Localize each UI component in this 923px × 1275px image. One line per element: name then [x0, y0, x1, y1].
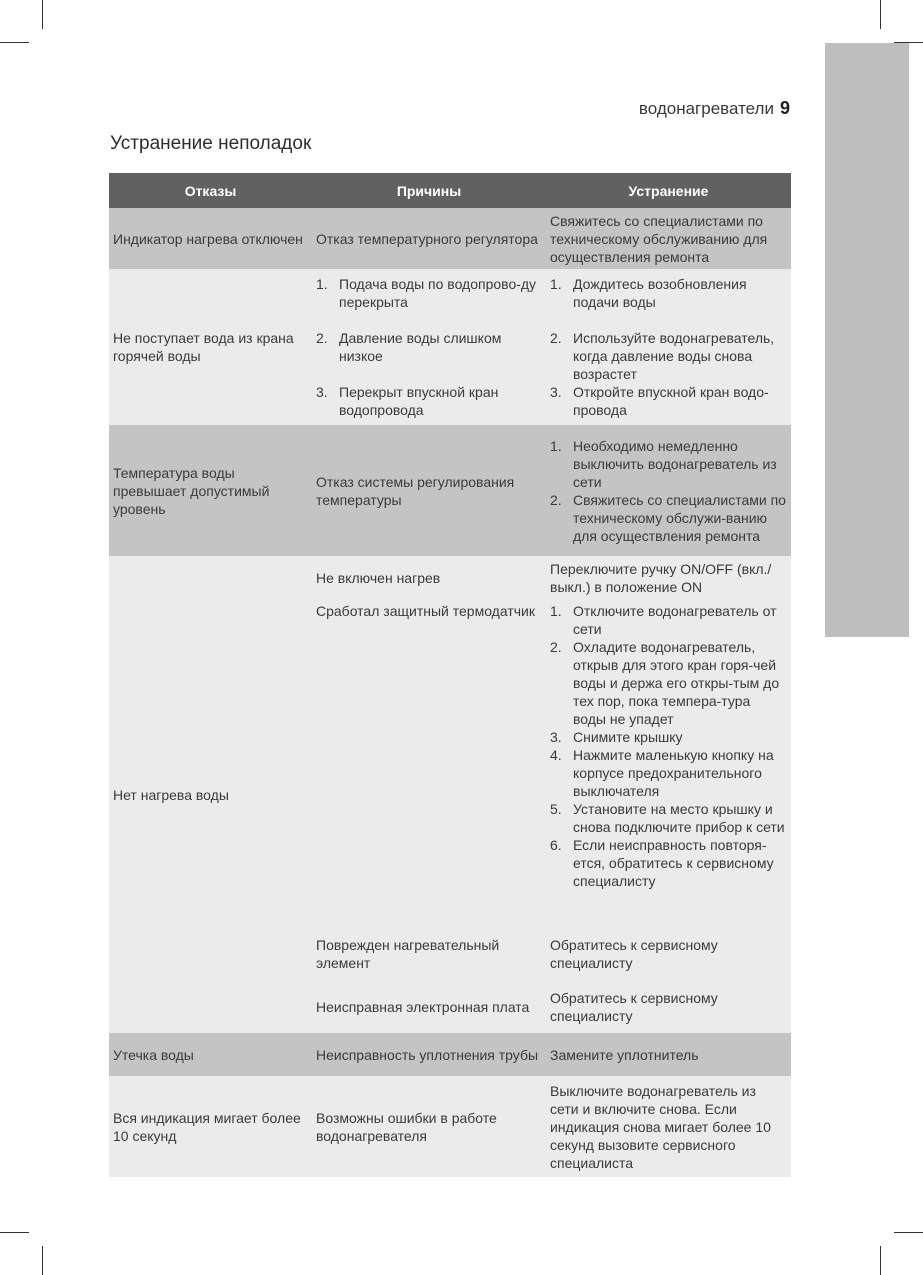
remedy-list — [550, 602, 787, 890]
crop-mark — [880, 0, 881, 29]
list-item: 1. Подача воды по водопрово-ду перекрыта — [316, 276, 537, 310]
remedy-cell — [546, 425, 791, 556]
column-header-causes: Причины — [312, 173, 546, 208]
crop-mark — [42, 1246, 43, 1275]
table-row — [109, 425, 791, 556]
table-row — [109, 208, 791, 269]
remedy-list — [550, 437, 787, 545]
remedy-list — [550, 275, 787, 419]
cause-cell: Отказ системы регулирования температуры — [312, 425, 546, 556]
list-item: 3. Перекрыт впускной кран водопровода — [316, 384, 499, 418]
list-item: 3. Откройте впускной кран водо-провода — [550, 384, 769, 418]
cause-cell: Неисправная электронная плата — [312, 980, 546, 1033]
troubleshooting-table — [109, 173, 791, 1177]
fault-cell: Не поступает вода из крана горячей воды — [109, 269, 312, 425]
list-item: 6. Если неисправность повторя-ется, обратитесь к сервисному специалисту — [550, 837, 774, 889]
list-item: 1. Необходимо немедленно выключить водонагреватель из сети — [550, 437, 777, 490]
list-item: 1. Отключите водонагреватель от сети — [550, 603, 777, 637]
cause-cell: Возможны ошибки в работе водонагревателя — [312, 1076, 546, 1177]
crop-mark — [0, 1232, 29, 1233]
crop-mark — [894, 1232, 923, 1233]
list-item: 5. Установите на место крышку и снова подключите прибор к сети — [550, 801, 785, 835]
table-row — [109, 1076, 791, 1177]
side-tab — [825, 43, 909, 637]
running-head — [639, 98, 790, 119]
remedy-cell: Выключите водонагреватель из сети и включите снова. Если индикация снова мигает более 10 секунд вызовите сервисного специалиста — [546, 1076, 791, 1177]
remedy-cell: Обратитесь к сервисному специалисту — [546, 927, 791, 980]
list-item: 3. Снимите крышку — [550, 729, 683, 745]
remedy-cell: Обратитесь к сервисному специалисту — [546, 980, 791, 1033]
remedy-cell — [546, 269, 791, 425]
table-row — [109, 1033, 791, 1076]
table-header-row — [109, 173, 791, 208]
cause-list — [316, 275, 542, 419]
crop-mark — [42, 0, 43, 29]
section-title: Устранение неполадок — [110, 133, 312, 154]
list-item: 2. Охладите водонагреватель, открыв для этого кран горя-чей воды и держа его откры-тым до тех пор, пока темпера-тура воды не упадет — [550, 639, 780, 727]
fault-cell: Вся индикация мигает более 10 секунд — [109, 1076, 312, 1177]
header-title: водонагреватели — [638, 99, 774, 118]
page-number: 9 — [779, 98, 790, 118]
crop-mark — [880, 1246, 881, 1275]
cause-cell: Сработал защитный термодатчик — [312, 599, 546, 927]
table-row — [109, 556, 791, 599]
fault-cell: Температура воды превышает допустимый уровень — [109, 425, 312, 556]
list-item: 2. Давление воды слишком низкое — [316, 330, 502, 364]
list-item: 2. Свяжитесь со специалистами по техническому обслужи-ванию для осуществления ремонта — [550, 491, 786, 544]
fault-cell: Индикатор нагрева отключен — [109, 208, 312, 269]
remedy-cell: Переключите ручку ON/OFF (вкл./выкл.) в положение ON — [546, 556, 791, 599]
cause-cell: Поврежден нагревательный элемент — [312, 927, 546, 980]
list-item: 1. Дождитесь возобновления подачи воды — [550, 276, 747, 310]
cause-cell: Неисправность уплотнения трубы — [312, 1033, 546, 1076]
table-row — [109, 269, 791, 425]
cause-cell — [312, 269, 546, 425]
column-header-faults: Отказы — [109, 173, 312, 208]
remedy-cell — [546, 599, 791, 927]
cause-cell: Отказ температурного регулятора — [312, 208, 546, 269]
remedy-cell: Свяжитесь со специалистами по техническому обслуживанию для осуществления ремонта — [546, 208, 791, 269]
cause-cell: Не включен нагрев — [312, 556, 546, 599]
list-item: 2. Используйте водонагреватель, когда давление воды снова возрастет — [550, 330, 775, 382]
column-header-remedies: Устранение — [546, 173, 791, 208]
list-item: 4. Нажмите маленькую кнопку на корпусе предохранительного выключателя — [550, 747, 774, 799]
fault-cell: Нет нагрева воды — [109, 556, 312, 1033]
fault-cell: Утечка воды — [109, 1033, 312, 1076]
crop-mark — [0, 42, 29, 43]
remedy-cell: Замените уплотнитель — [546, 1033, 791, 1076]
